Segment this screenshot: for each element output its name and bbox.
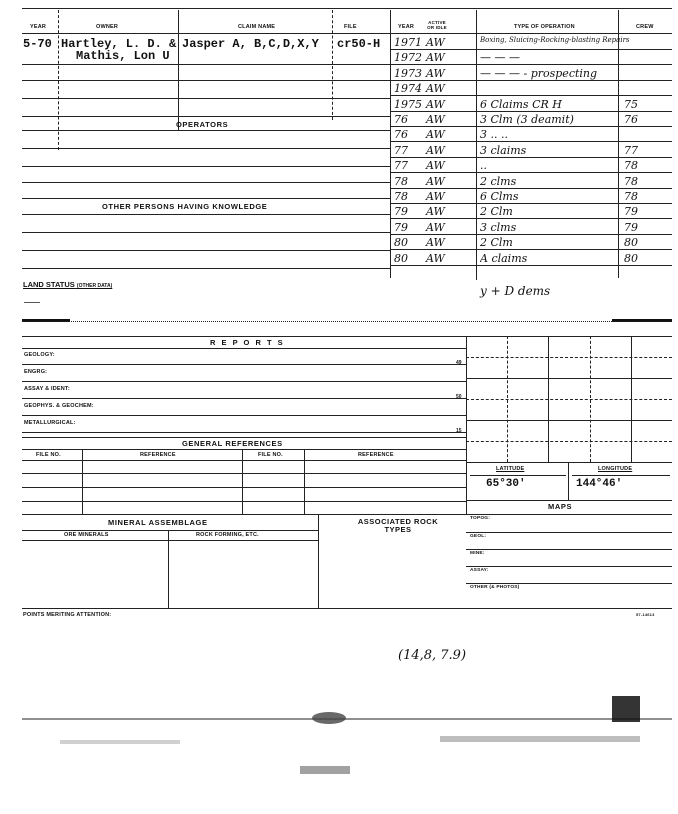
reports-right-border — [466, 336, 467, 514]
activity-row-rule — [390, 188, 672, 189]
operators-rule — [22, 166, 390, 167]
activity-row-rule — [390, 249, 672, 250]
activity-status: AW — [426, 159, 445, 173]
activity-row-rule — [390, 172, 672, 173]
form-number: 57-14613 — [636, 612, 655, 617]
general-refs-row-rule — [22, 460, 466, 461]
grid-line-horizontal — [466, 441, 672, 442]
latitude-value: 65°30' — [486, 478, 526, 490]
handwritten-coordinates: (14,8, 7.9) — [398, 648, 467, 663]
activity-operation: Boxing, Sluicing-Rocking-blasting Repairs — [480, 36, 630, 44]
activity-status: AW — [426, 97, 445, 111]
mineral-col-rock-forming: ROCK FORMING, ETC. — [196, 532, 259, 538]
activity-operation: 2 Clm — [480, 236, 513, 250]
activity-status: AW — [426, 82, 445, 96]
mineral-bottom-rule — [22, 608, 672, 609]
header-rule — [22, 33, 672, 34]
activity-status: AW — [426, 113, 445, 126]
activity-row-rule — [390, 80, 672, 81]
activity-year: 1974 — [394, 82, 422, 96]
report-row-rule — [22, 432, 466, 433]
maps-row-rule — [466, 549, 672, 550]
header-year: YEAR — [30, 24, 47, 30]
activity-operation: 6 Claims CR H — [480, 97, 562, 111]
header-crew: CREW — [636, 24, 654, 30]
report-row-label: GEOPHYS. & GEOCHEM: — [24, 403, 94, 409]
activity-status: AW — [426, 251, 445, 265]
activity-row-rule — [390, 218, 672, 219]
general-refs-rule — [22, 449, 466, 450]
report-page-number: 15 — [456, 428, 462, 434]
reports-top-rule — [22, 336, 672, 337]
header-owner: OWNER — [96, 24, 119, 30]
activity-row-rule — [390, 64, 672, 65]
maps-row-label: TOPOG: — [470, 516, 491, 521]
activity-row-rule — [390, 265, 672, 266]
report-row-rule — [22, 381, 466, 382]
grid-line-horizontal — [466, 420, 672, 421]
latlong-top-rule — [466, 462, 672, 463]
reports-heading: R E P O R T S — [210, 338, 285, 347]
activity-year: 1973 — [394, 66, 422, 80]
maps-row-rule — [466, 566, 672, 567]
activity-year: 78 — [394, 190, 408, 203]
activity-row-rule — [390, 111, 672, 112]
col-line-claim — [332, 10, 333, 120]
land-status-label: LAND STATUS — [23, 280, 75, 289]
longitude-value: 144°46' — [576, 478, 623, 490]
maps-row-label: OTHER (& PHOTOS) — [470, 585, 520, 590]
other-persons-rule — [22, 232, 390, 233]
activity-status: AW — [426, 66, 445, 80]
header-file: FILE — [344, 24, 357, 30]
general-refs-col-line — [242, 449, 243, 515]
operators-rule — [22, 182, 390, 183]
report-row-label: GEOLOGY: — [24, 352, 55, 358]
maps-heading: MAPS — [548, 502, 573, 511]
activity-row-rule — [390, 203, 672, 204]
activity-row-rule — [390, 95, 672, 96]
latitude-label: LATITUDE — [496, 466, 525, 472]
activity-year: 80 — [394, 236, 408, 250]
general-refs-col-file-no-2: FILE NO. — [258, 452, 283, 458]
activity-crew: 78 — [624, 159, 638, 173]
maps-row-rule — [466, 514, 672, 515]
activity-row-rule — [390, 141, 672, 142]
activity-row-rule — [390, 49, 672, 50]
report-row-label: ENGRG: — [24, 369, 48, 375]
activity-status: AW — [426, 190, 445, 203]
maps-row-rule — [466, 583, 672, 584]
activity-row-rule — [390, 157, 672, 158]
grid-line-horizontal — [466, 378, 672, 379]
scan-artifact-blob — [312, 712, 346, 724]
scan-artifact-line — [22, 718, 672, 720]
activity-crew: 79 — [624, 205, 638, 219]
activity-year: 78 — [394, 174, 408, 188]
activity-row-rule — [390, 126, 672, 127]
general-refs-heading: GENERAL REFERENCES — [182, 439, 283, 448]
maps-row-label: MINE: — [470, 551, 485, 556]
mineral-rule — [22, 530, 318, 531]
activity-status: AW — [426, 128, 445, 142]
mineral-col-line — [168, 530, 169, 608]
activity-status: AW — [426, 220, 445, 234]
owner-record-claim-name: Jasper A, B,C,D,X,Y — [182, 37, 319, 51]
operators-rule — [22, 148, 390, 149]
general-refs-col-file-no: FILE NO. — [36, 452, 61, 458]
col-line-file — [390, 10, 391, 278]
col-line-crew — [618, 10, 619, 278]
header-claim-name: CLAIM NAME — [238, 24, 276, 30]
general-refs-row-rule — [22, 501, 466, 502]
activity-operation: 2 clms — [480, 174, 517, 188]
land-status-mark — [24, 302, 40, 303]
activity-operation: 2 Clm — [480, 205, 513, 219]
activity-year: 79 — [394, 220, 408, 234]
mineral-col-ore: ORE MINERALS — [64, 532, 109, 538]
land-status-heading — [23, 280, 112, 289]
activity-operation: — — — — [480, 51, 520, 65]
owner-record-owner-line1: Hartley, L. D. & — [61, 37, 177, 51]
owner-row-rule — [22, 116, 390, 117]
activity-row-rule — [390, 234, 672, 235]
activity-operation: .. — [480, 159, 487, 173]
operators-rule — [22, 130, 390, 131]
maps-top-rule — [466, 500, 672, 501]
activity-status: AW — [426, 205, 445, 219]
activity-crew: 77 — [624, 143, 638, 157]
top-rule — [22, 8, 672, 9]
operators-heading: OPERATORS — [176, 120, 229, 129]
activity-operation: 6 Clms — [480, 190, 519, 203]
activity-year: 1971 — [394, 36, 422, 49]
owner-row-rule — [22, 80, 390, 81]
owner-record-year: 5-70 — [23, 37, 52, 51]
activity-operation: 3 claims — [480, 143, 527, 157]
scan-artifact-streak — [440, 736, 640, 742]
general-refs-row-rule — [22, 487, 466, 488]
report-page-number: 49 — [456, 360, 462, 366]
activity-status: AW — [426, 36, 445, 49]
maps-row-label: GEOL: — [470, 534, 487, 539]
report-row-label: ASSAY & IDENT: — [24, 386, 70, 392]
activity-crew: 78 — [624, 190, 638, 203]
owner-row-rule — [22, 98, 390, 99]
longitude-underline — [572, 475, 670, 476]
activity-year: 77 — [394, 159, 408, 173]
owner-row-rule — [22, 64, 390, 65]
scan-artifact-block — [612, 696, 640, 722]
general-refs-col-reference: REFERENCE — [140, 452, 176, 458]
activity-year: 76 — [394, 113, 408, 126]
header-type-of-operation: TYPE OF OPERATION — [514, 24, 575, 30]
grid-line-horizontal — [466, 399, 672, 400]
report-row-rule — [22, 415, 466, 416]
col-line-owner — [178, 10, 179, 130]
activity-status: AW — [426, 143, 445, 157]
activity-year: 77 — [394, 143, 408, 157]
header-active-idle: ACTIVE OR IDLE — [427, 20, 447, 30]
general-refs-col-reference-2: REFERENCE — [358, 452, 394, 458]
activity-operation: 3 Clm (3 deamit) — [480, 113, 574, 126]
report-page-number: 50 — [456, 394, 462, 400]
scan-artifact-streak — [300, 766, 350, 774]
activity-crew: 78 — [624, 174, 638, 188]
general-refs-row-rule — [22, 473, 466, 474]
owner-record-owner-line2: Mathis, Lon U — [76, 49, 170, 63]
other-persons-rule — [22, 268, 390, 269]
grid-line-horizontal — [466, 357, 672, 358]
points-meriting-heading: POINTS MERITING ATTENTION: — [23, 612, 112, 618]
activity-crew: 80 — [624, 251, 638, 265]
divider-line — [22, 321, 672, 322]
header-year-2: YEAR — [398, 24, 415, 30]
activity-crew: 76 — [624, 113, 638, 126]
latitude-underline — [470, 475, 566, 476]
other-persons-rule — [22, 250, 390, 251]
activity-year: 76 — [394, 128, 408, 142]
activity-status: AW — [426, 236, 445, 250]
activity-note: y + D dems — [480, 284, 551, 298]
activity-operation: 3 .. .. — [480, 128, 508, 142]
activity-year: 79 — [394, 205, 408, 219]
general-refs-col-line — [304, 449, 305, 515]
activity-crew: 75 — [624, 97, 638, 111]
owner-record-file: cr50-H — [337, 37, 381, 51]
activity-status: AW — [426, 51, 445, 65]
latlong-divider — [568, 462, 569, 500]
activity-operation: 3 clms — [480, 220, 517, 234]
scan-artifact-streak — [60, 740, 180, 744]
other-persons-heading: OTHER PERSONS HAVING KNOWLEDGE — [102, 202, 268, 211]
longitude-label: LONGITUDE — [598, 466, 633, 472]
mineral-rule — [22, 540, 318, 541]
other-persons-rule — [22, 214, 390, 215]
general-refs-top-rule — [22, 437, 466, 438]
activity-operation: — — — - prospecting — [480, 66, 598, 80]
report-row-rule — [22, 398, 466, 399]
general-refs-col-line — [82, 449, 83, 515]
activity-year: 1975 — [394, 97, 422, 111]
land-status-sublabel: (OTHER DATA) — [76, 283, 113, 289]
activity-crew: 80 — [624, 236, 638, 250]
activity-operation: A claims — [480, 251, 528, 265]
associated-rock-types-heading: ASSOCIATED ROCK TYPES — [357, 517, 439, 534]
maps-row-rule — [466, 532, 672, 533]
operators-rule — [22, 198, 390, 199]
activity-year: 80 — [394, 251, 408, 265]
mineral-assemblage-heading: MINERAL ASSEMBLAGE — [108, 518, 208, 527]
mineral-col-line — [318, 514, 319, 608]
col-line-status — [476, 10, 477, 280]
report-row-rule — [22, 364, 466, 365]
activity-crew: 79 — [624, 220, 638, 234]
activity-status: AW — [426, 174, 445, 188]
activity-year: 1972 — [394, 51, 422, 65]
reports-rule — [22, 348, 466, 349]
report-row-label: METALLURGICAL: — [24, 420, 76, 426]
maps-row-label: ASSAY: — [470, 568, 489, 573]
